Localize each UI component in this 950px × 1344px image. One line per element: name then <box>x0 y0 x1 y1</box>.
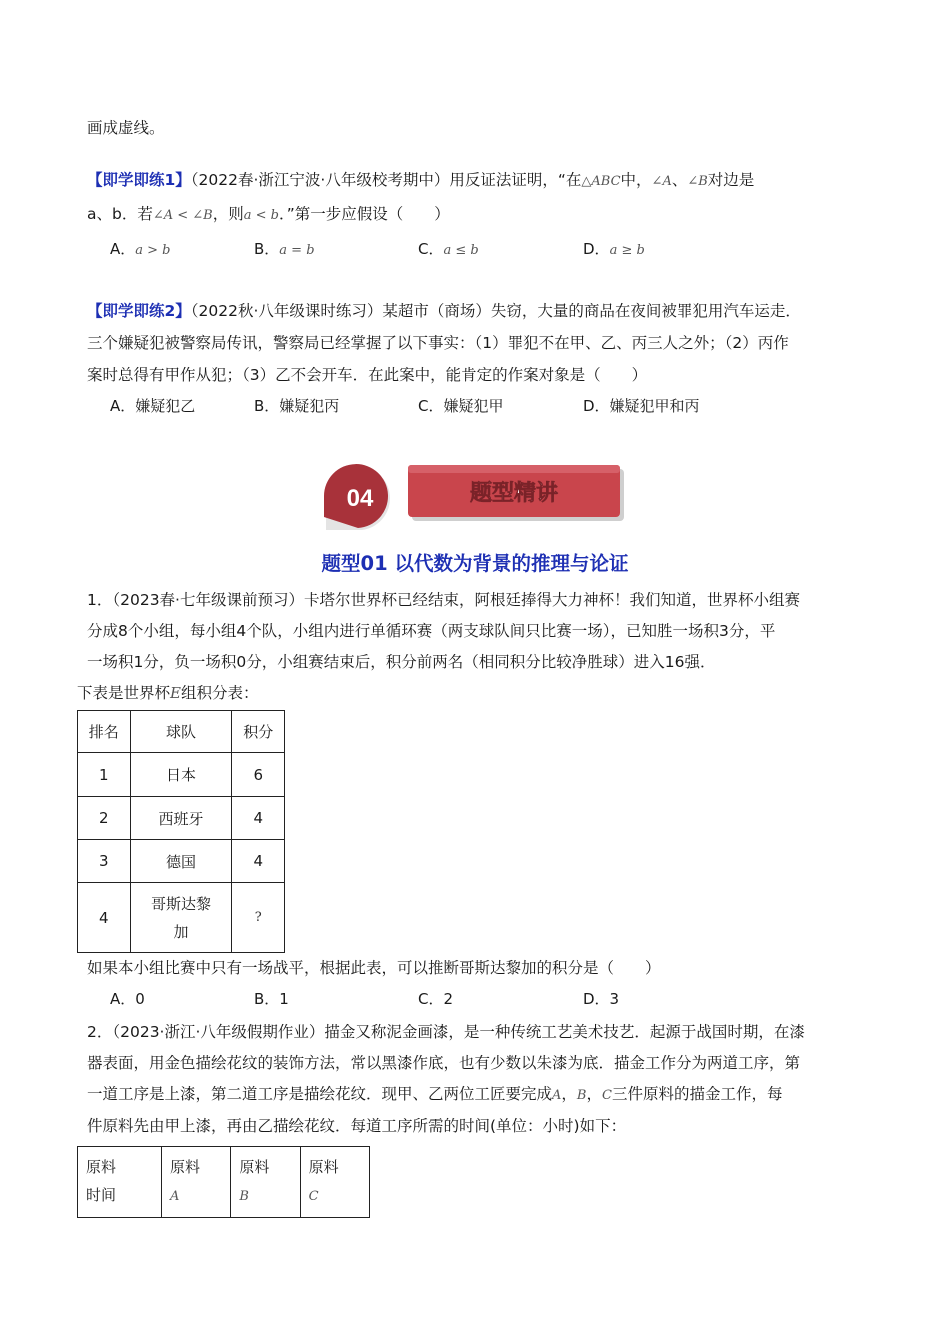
practice2-tag: 【即学即练2】 <box>87 302 191 320</box>
q1-option-c[interactable]: C．2 <box>418 990 454 1008</box>
table-cell: 3 <box>78 840 131 883</box>
banner-highlight <box>408 465 620 473</box>
q1-line3: 一场积1分，负一场积0分，小组赛结束后，积分前两名（相同积分比较净胜球）进入16强． <box>87 653 716 671</box>
practice2-text-1: （2022秋·八年级课时练习）某超市（商场）失窃，大量的商品在夜间被罪犯用汽车运走． <box>190 302 801 320</box>
practice1-option-d[interactable]: D．a ≥ b <box>583 240 645 258</box>
separator: 、 <box>671 171 688 189</box>
practice2-option-b[interactable]: B．嫌疑犯丙 <box>254 397 340 415</box>
q1-option-d[interactable]: D．3 <box>583 990 620 1008</box>
table-header-cell: 积分 <box>232 711 285 753</box>
section-banner <box>322 462 632 536</box>
conclusion: a < b <box>243 208 279 223</box>
practice1-text-a: （2022春·浙江宁波·八年级校考期中）用反证法证明，“在 <box>190 171 582 189</box>
table-row <box>78 840 285 883</box>
angle-b: ∠B <box>687 174 708 189</box>
practice2-line3: 案时总得有甲作从犯；（3）乙不会开车．在此案中，能肯定的作案对象是（ ） <box>87 366 648 384</box>
table-row <box>78 797 285 840</box>
time-table-header-cell: 原料 时间 <box>78 1147 162 1218</box>
q1-line1: 1．（2023春·七年级课前预习）卡塔尔世界杯已经结束，阿根廷捧得大力神杯！我们知道，世界杯小组赛 <box>87 591 800 609</box>
practice1-tag: 【即学即练1】 <box>87 171 191 189</box>
q2-line3: 一道工序是上漆，第二道工序是描绘花纹．现甲、乙两位工匠要完成A，B，C三件原料的描金工作，每 <box>87 1085 783 1103</box>
table-header-cell: 球队 <box>130 711 232 753</box>
table-cell: 6 <box>232 753 285 797</box>
banner-number: 04 <box>346 485 374 512</box>
practice2-option-a[interactable]: A．嫌疑犯乙 <box>110 397 196 415</box>
triangle-abc: △ABC <box>581 174 621 189</box>
time-table-cell: 原料 B <box>231 1147 300 1218</box>
time-table <box>77 1146 370 1218</box>
q2-line2: 器表面，用金色描绘花纹的装饰方法，常以黑漆作底，也有少数以朱漆为底．描金工作分为两道工序，第 <box>87 1054 801 1072</box>
practice2-line1 <box>87 299 801 323</box>
time-table-cell: 原料 C <box>300 1147 369 1218</box>
angle-a: ∠A <box>651 174 672 189</box>
table-header-cell: 排名 <box>78 711 131 753</box>
q1-table-intro: 下表是世界杯E组积分表： <box>77 684 259 702</box>
intro-tail-text: 画成虚线。 <box>87 119 165 137</box>
table-header-row <box>78 711 285 753</box>
table-row <box>78 753 285 797</box>
practice1-text-f: ．”第一步应假设（ ） <box>278 205 450 223</box>
practice1-option-c[interactable]: C．a ≤ b <box>418 240 479 258</box>
table-cell: 2 <box>78 797 131 840</box>
table-cell: 4 <box>232 797 285 840</box>
q1-option-a[interactable]: A．0 <box>110 990 145 1008</box>
table-cell: 1 <box>78 753 131 797</box>
practice2-line2: 三个嫌疑犯被警察局传讯，警察局已经掌握了以下事实：（1）罪犯不在甲、乙、丙三人之外；（2）丙作 <box>87 334 789 352</box>
practice1-text-e: ，则 <box>212 205 244 223</box>
practice1-text-d: a、b．若 <box>87 205 153 223</box>
table-cell: 4 <box>78 883 131 953</box>
practice1-line2 <box>87 202 450 228</box>
practice1-text-c: 对边是 <box>707 171 755 189</box>
practice1-option-a[interactable]: A．a > b <box>110 240 171 258</box>
practice1-text-b: 中， <box>620 171 652 189</box>
table-cell: 德国 <box>130 840 232 883</box>
condition: ∠A < ∠B <box>152 208 213 223</box>
q2-line1: 2．（2023·浙江·八年级假期作业）描金又称泥金画漆，是一种传统工艺美术技艺．起源于战国时期，在漆 <box>87 1023 805 1041</box>
table-cell: 4 <box>232 840 285 883</box>
time-table-cell: 原料 A <box>162 1147 231 1218</box>
section-title: 题型01 以代数为背景的推理与论证 <box>321 552 629 575</box>
practice1-option-b[interactable]: B．a = b <box>254 240 315 258</box>
time-table-row <box>78 1147 370 1218</box>
standings-table <box>77 710 285 953</box>
q1-question: 如果本小组比赛中只有一场战平，根据此表，可以推断哥斯达黎加的积分是（ ） <box>87 959 661 977</box>
table-cell: ? <box>232 883 285 953</box>
practice2-option-d[interactable]: D．嫌疑犯甲和丙 <box>583 397 700 415</box>
q1-line2: 分成8个小组，每小组4个队，小组内进行单循环赛（两支球队间只比赛一场），已知胜一场积3分，平 <box>87 622 776 640</box>
practice1-line1 <box>87 168 754 194</box>
table-cell: 西班牙 <box>130 797 232 840</box>
q1-option-b[interactable]: B．1 <box>254 990 289 1008</box>
practice2-option-c[interactable]: C．嫌疑犯甲 <box>418 397 504 415</box>
banner-label: 题型精讲 <box>469 481 559 506</box>
table-cell: 哥斯达黎 加 <box>130 883 232 953</box>
q2-line4: 件原料先由甲上漆，再由乙描绘花纹．每道工序所需的时间(单位：小时)如下： <box>87 1117 627 1135</box>
table-row <box>78 883 285 953</box>
table-cell: 日本 <box>130 753 232 797</box>
